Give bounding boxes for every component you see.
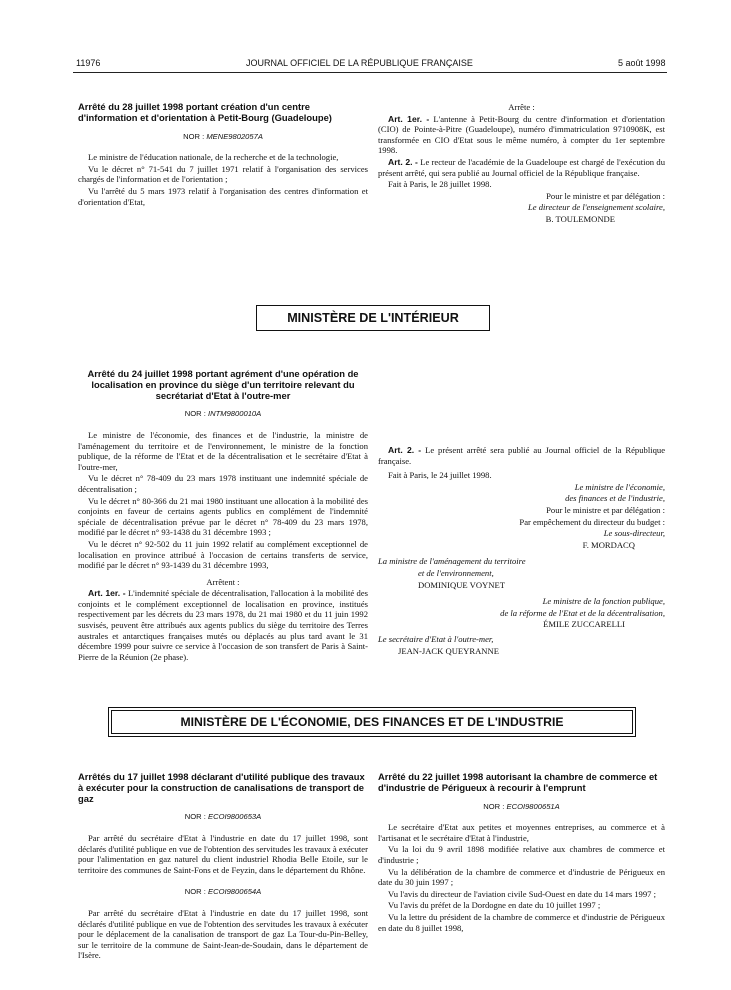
sig-economie-1: Le ministre de l'économie,	[574, 481, 665, 492]
arrete-outremer-arretent: Arrêtent :	[206, 576, 240, 587]
arrete-cio-left	[78, 102, 368, 208]
arrete-perigueux-p6: Vu la lettre du président de la chambre de commerce et d'industrie de Périgueux en date du 8 juillet 1998,	[378, 911, 665, 933]
arrete-perigueux-right	[378, 772, 665, 934]
arrete-cio-p1: Le ministre de l'éducation nationale, de la recherche et de la technologie,	[88, 152, 339, 163]
arrete-cio-right	[378, 102, 665, 226]
arrete-outremer-p3: Vu le décret n° 80-366 du 21 mai 1980 instituant une allocation à la mobilité des conjoints en faveur de certains agents publics en complément de l'indemnité spéciale de décentralisation prévue par le décret n° 78-409 du 23 mars 1978, modifié par le décret n° 93-1438 du 31 décembre 1993 ;	[78, 495, 368, 538]
sig-outremer-1: Le secrétaire d'Etat à l'outre-mer,	[378, 633, 494, 644]
arrete-perigueux-p3: Vu la délibération de la chambre de commerce et d'industrie de Périgueux en date du 30 juin 1997 ;	[378, 866, 665, 888]
arrete-cio-art2: Art. 2. - Le recteur de l'académie de la Guadeloupe est chargé de l'exécution du présent arrêté, qui sera publié au Journal officiel de la République française.	[378, 156, 665, 178]
arrete-perigueux-p4: Vu l'avis du directeur de l'aviation civile Sud-Ouest en date du 14 mars 1997 ;	[388, 888, 656, 899]
sig-economie-2: des finances et de l'industrie,	[565, 493, 665, 504]
arrete-cio-nor: NOR : MENE9802057A	[183, 131, 263, 141]
sig-economie-name: F. MORDACQ	[582, 539, 635, 550]
arrete-outremer-right	[378, 369, 665, 657]
sig-fonction-2: de la réforme de l'Etat et de la décentralisation,	[500, 607, 665, 618]
ministry-interieur-box	[256, 305, 490, 331]
issue-date: 5 août 1998	[618, 58, 666, 68]
arrete-outremer-art1: Art. 1er. - L'indemnité spéciale de décentralisation, l'allocation à la mobilité des conjoints et le complément exceptionnel de localisation en province, institués respectivement par les décrets du 23 mars 1978, du 21 mai 1980 et du 11 juin 1992 susvisés, peuvent être attribués aux agents publics du siège du territoire des Terres australes et antarctiques françaises mutés ou déplacés au plus tard avant le 31 décembre 1999 pour suivre ce service à l'occasion de son transfert de Paris à Saint-Pierre de la Réunion (2e phase).	[78, 588, 368, 662]
arrete-cio-title: Arrêté du 28 juillet 1998 portant création d'un centre d'information et d'orientation à Petit-Bourg (Guadeloupe)	[78, 101, 332, 123]
arrete-perigueux-p2: Vu la loi du 9 avril 1898 modifiée relative aux chambres de commerce et d'industrie ;	[378, 844, 665, 865]
sig-fonction-1: Le ministre de la fonction publique,	[542, 596, 665, 607]
arrete-cio-sig2: Le directeur de l'enseignement scolaire,	[528, 202, 665, 213]
arretes-gaz-p2: Par arrêté du secrétaire d'Etat à l'industrie en date du 17 juillet 1998, sont déclarés d'utilité publique en vue de l'obtention des servitudes les travaux à exécuter pour le déplacement de la canalisation de transport de gaz La Tour-du-Pin-Belley, sur le territoire de la commune de Saint-Jean-de-Soudain, dans le département de l'Isère.	[78, 907, 368, 961]
arrete-perigueux-p1: Le secrétaire d'Etat aux petites et moyennes entreprises, au commerce et à l'artisanat et le secrétaire d'Etat à l'industrie,	[378, 822, 665, 843]
arrete-perigueux-nor: NOR : ECOI9800651A	[483, 801, 560, 811]
arrete-outremer-left	[78, 369, 368, 663]
journal-title: JOURNAL OFFICIEL DE LA RÉPUBLIQUE FRANÇAISE	[246, 58, 473, 68]
arrete-cio-p3: Vu l'arrêté du 5 mars 1973 relatif à l'organisation des centres d'information et d'orientation d'Etat,	[78, 185, 368, 207]
arrete-cio-sig3: B. TOULEMONDE	[545, 213, 615, 224]
arretes-gaz-left	[78, 772, 368, 962]
sig-amenagement-name: DOMINIQUE VOYNET	[418, 579, 505, 590]
arrete-outremer-title: Arrêté du 24 juillet 1998 portant agrément d'une opération de localisation en province du siège d'un territoire relevant du secrétariat d'Etat à l'outre-mer	[87, 368, 359, 401]
arrete-perigueux-title: Arrêté du 22 juillet 1998 autorisant la chambre de commerce et d'industrie de Périgueux à recourir à l'emprunt	[378, 771, 658, 793]
arrete-perigueux-p5: Vu l'avis du préfet de la Dordogne en date du 10 juillet 1997 ;	[388, 900, 601, 911]
arrete-outremer-nor: NOR : INTM9800010A	[184, 409, 262, 419]
arrete-outremer-fait: Fait à Paris, le 24 juillet 1998.	[388, 470, 492, 481]
ministry-interieur-title: MINISTÈRE DE L'INTÉRIEUR	[287, 311, 459, 325]
arretes-gaz-p1: Par arrêté du secrétaire d'Etat à l'industrie en date du 17 juillet 1998, sont déclarés d'utilité publique en vue de l'obtention des servitudes les travaux à exécuter pour l'alimentation en gaz naturel du client industriel Rhodia Belle Etoile, sur le territoire des communes de Saint-Fons et de Feyzin, dans le département du Rhône.	[78, 832, 368, 875]
sig-economie-3: Pour le ministre et par délégation :	[546, 504, 665, 515]
ministry-economie-title: MINISTÈRE DE L'ÉCONOMIE, DES FINANCES ET DE L'INDUSTRIE	[180, 715, 564, 729]
sig-outremer-name: JEAN-JACK QUEYRANNE	[398, 645, 499, 656]
arrete-cio-sig1: Pour le ministre et par délégation :	[546, 190, 665, 201]
arrete-cio-arrete: Arrête :	[508, 102, 535, 112]
sig-fonction-name: ÉMILE ZUCCARELLI	[543, 619, 625, 630]
sig-amenagement-2: et de l'environnement,	[418, 567, 494, 578]
arrete-cio-p2: Vu le décret n° 71-541 du 7 juillet 1971 relatif à l'organisation des services chargés de l'information et de l'orientation ;	[78, 163, 368, 185]
arrete-cio-fait: Fait à Paris, le 28 juillet 1998.	[388, 179, 492, 190]
sig-amenagement-1: La ministre de l'aménagement du territoire	[378, 556, 526, 567]
sig-economie-5: Le sous-directeur,	[603, 528, 665, 539]
ministry-economie-box	[111, 710, 633, 734]
arretes-gaz-nor1: NOR : ECOI9800653A	[184, 812, 262, 822]
page-number: 11976	[76, 58, 101, 68]
header-rule	[73, 72, 667, 73]
arrete-outremer-p4: Vu le décret n° 92-502 du 11 juin 1992 relatif au complément exceptionnel de localisation en province attribué à l'occasion de certains transferts de service, modifié par le décret n° 93-1439 du 31 décembre 1993,	[78, 538, 368, 571]
arrete-cio-art1: Art. 1er. - L'antenne à Petit-Bourg du centre d'information et d'orientation (CIO) de Pointe-à-Pitre (Guadeloupe), numéro d'immatriculation 9710908K, est transformée en CIO d'Etat sous le même numéro, à compter du 1er septembre 1998.	[378, 113, 665, 156]
sig-economie-4: Par empêchement du directeur du budget :	[519, 516, 665, 527]
arrete-outremer-art2: Art. 2. - Le présent arrêté sera publié au Journal officiel de la République française.	[378, 445, 666, 466]
arrete-outremer-p2: Vu le décret n° 78-409 du 23 mars 1978 instituant une indemnité spéciale de décentralisation ;	[78, 473, 368, 494]
arrete-outremer-p1: Le ministre de l'économie, des finances et de l'industrie, la ministre de l'aménagement du territoire et de l'environnement, le ministre de la fonction publique, de la réforme de l'Etat et de la décentralisation et le secrétaire d'Etat à l'outre-mer,	[78, 429, 368, 472]
arretes-gaz-nor2: NOR : ECOI9800654A	[184, 887, 262, 897]
arretes-gaz-title: Arrêtés du 17 juillet 1998 déclarant d'utilité publique des travaux à exécuter pour la construction de canalisations de transport de gaz	[78, 771, 365, 804]
